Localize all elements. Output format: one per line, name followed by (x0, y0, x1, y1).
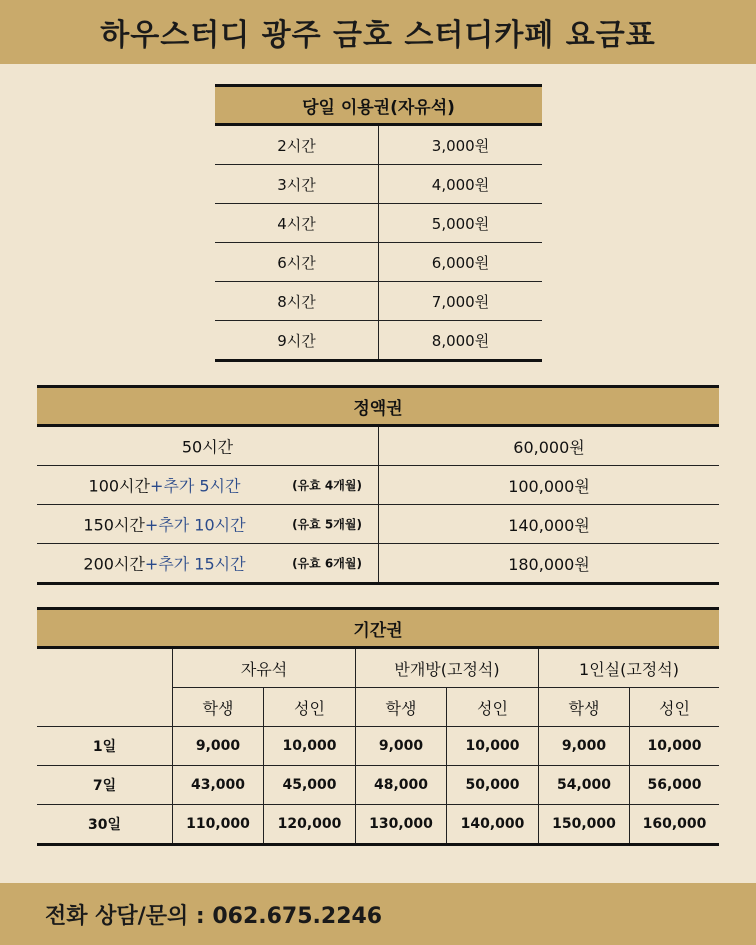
package-hours: 50시간 (181, 437, 234, 457)
period-price: 9,000 (356, 727, 447, 766)
footer-bar (0, 883, 756, 945)
period-subheader: 학생 (173, 688, 264, 727)
period-subheader: 성인 (447, 688, 539, 727)
package-price: 60,000원 (379, 426, 720, 466)
period-row-label: 1일 (37, 727, 173, 766)
period-price: 45,000 (264, 766, 356, 805)
package-extra: +추가 5시간 (149, 476, 241, 496)
period-price: 10,000 (630, 727, 720, 766)
period-group: 자유석 (173, 648, 356, 688)
daily-time: 9시간 (215, 321, 379, 361)
period-price: 140,000 (447, 805, 539, 845)
period-subheader: 학생 (539, 688, 630, 727)
daily-price: 3,000원 (379, 125, 543, 165)
daily-pass-table (215, 84, 542, 362)
package-hours: 150시간 (83, 515, 145, 535)
period-price: 130,000 (356, 805, 447, 845)
period-price: 9,000 (173, 727, 264, 766)
period-row-label: 30일 (37, 805, 173, 845)
period-subheader: 성인 (630, 688, 720, 727)
period-price: 160,000 (630, 805, 720, 845)
daily-price: 4,000원 (379, 165, 543, 204)
package-price: 140,000원 (379, 505, 720, 544)
contact-phone: 전화 상담/문의 : 062.675.2246 (45, 903, 383, 929)
daily-pass-header: 당일 이용권(자유석) (215, 86, 542, 125)
period-pass-header: 기간권 (37, 609, 719, 648)
period-price: 43,000 (173, 766, 264, 805)
period-price: 10,000 (264, 727, 356, 766)
package-extra: +추가 15시간 (144, 554, 246, 574)
period-price: 120,000 (264, 805, 356, 845)
period-price: 54,000 (539, 766, 630, 805)
period-subheader: 성인 (264, 688, 356, 727)
package-hours-cell (37, 505, 379, 544)
period-price: 50,000 (447, 766, 539, 805)
package-hours: 200시간 (83, 554, 145, 574)
package-pass-table (37, 385, 719, 585)
package-hours-cell (37, 426, 379, 466)
package-validity: (유효 5개월) (292, 517, 362, 532)
period-group: 반개방(고정석) (356, 648, 539, 688)
daily-price: 7,000원 (379, 282, 543, 321)
period-pass-table (37, 607, 719, 846)
package-price: 100,000원 (379, 466, 720, 505)
package-validity: (유효 4개월) (292, 478, 362, 493)
period-price: 48,000 (356, 766, 447, 805)
period-corner (37, 648, 173, 727)
daily-price: 6,000원 (379, 243, 543, 282)
period-price: 56,000 (630, 766, 720, 805)
period-price: 9,000 (539, 727, 630, 766)
daily-time: 8시간 (215, 282, 379, 321)
package-pass-header: 정액권 (37, 387, 719, 426)
title-bar (0, 0, 756, 64)
package-price: 180,000원 (379, 544, 720, 584)
period-group: 1인실(고정석) (539, 648, 720, 688)
period-price: 10,000 (447, 727, 539, 766)
daily-time: 2시간 (215, 125, 379, 165)
period-subheader: 학생 (356, 688, 447, 727)
daily-time: 6시간 (215, 243, 379, 282)
daily-time: 3시간 (215, 165, 379, 204)
package-hours: 100시간 (88, 476, 150, 496)
period-row-label: 7일 (37, 766, 173, 805)
daily-price: 8,000원 (379, 321, 543, 361)
period-price: 110,000 (173, 805, 264, 845)
package-hours-cell (37, 544, 379, 584)
package-extra: +추가 10시간 (144, 515, 246, 535)
package-hours-cell (37, 466, 379, 505)
period-price: 150,000 (539, 805, 630, 845)
package-validity: (유효 6개월) (292, 556, 362, 571)
daily-price: 5,000원 (379, 204, 543, 243)
daily-time: 4시간 (215, 204, 379, 243)
page-title: 하우스터디 광주 금호 스터디카페 요금표 (100, 18, 656, 53)
